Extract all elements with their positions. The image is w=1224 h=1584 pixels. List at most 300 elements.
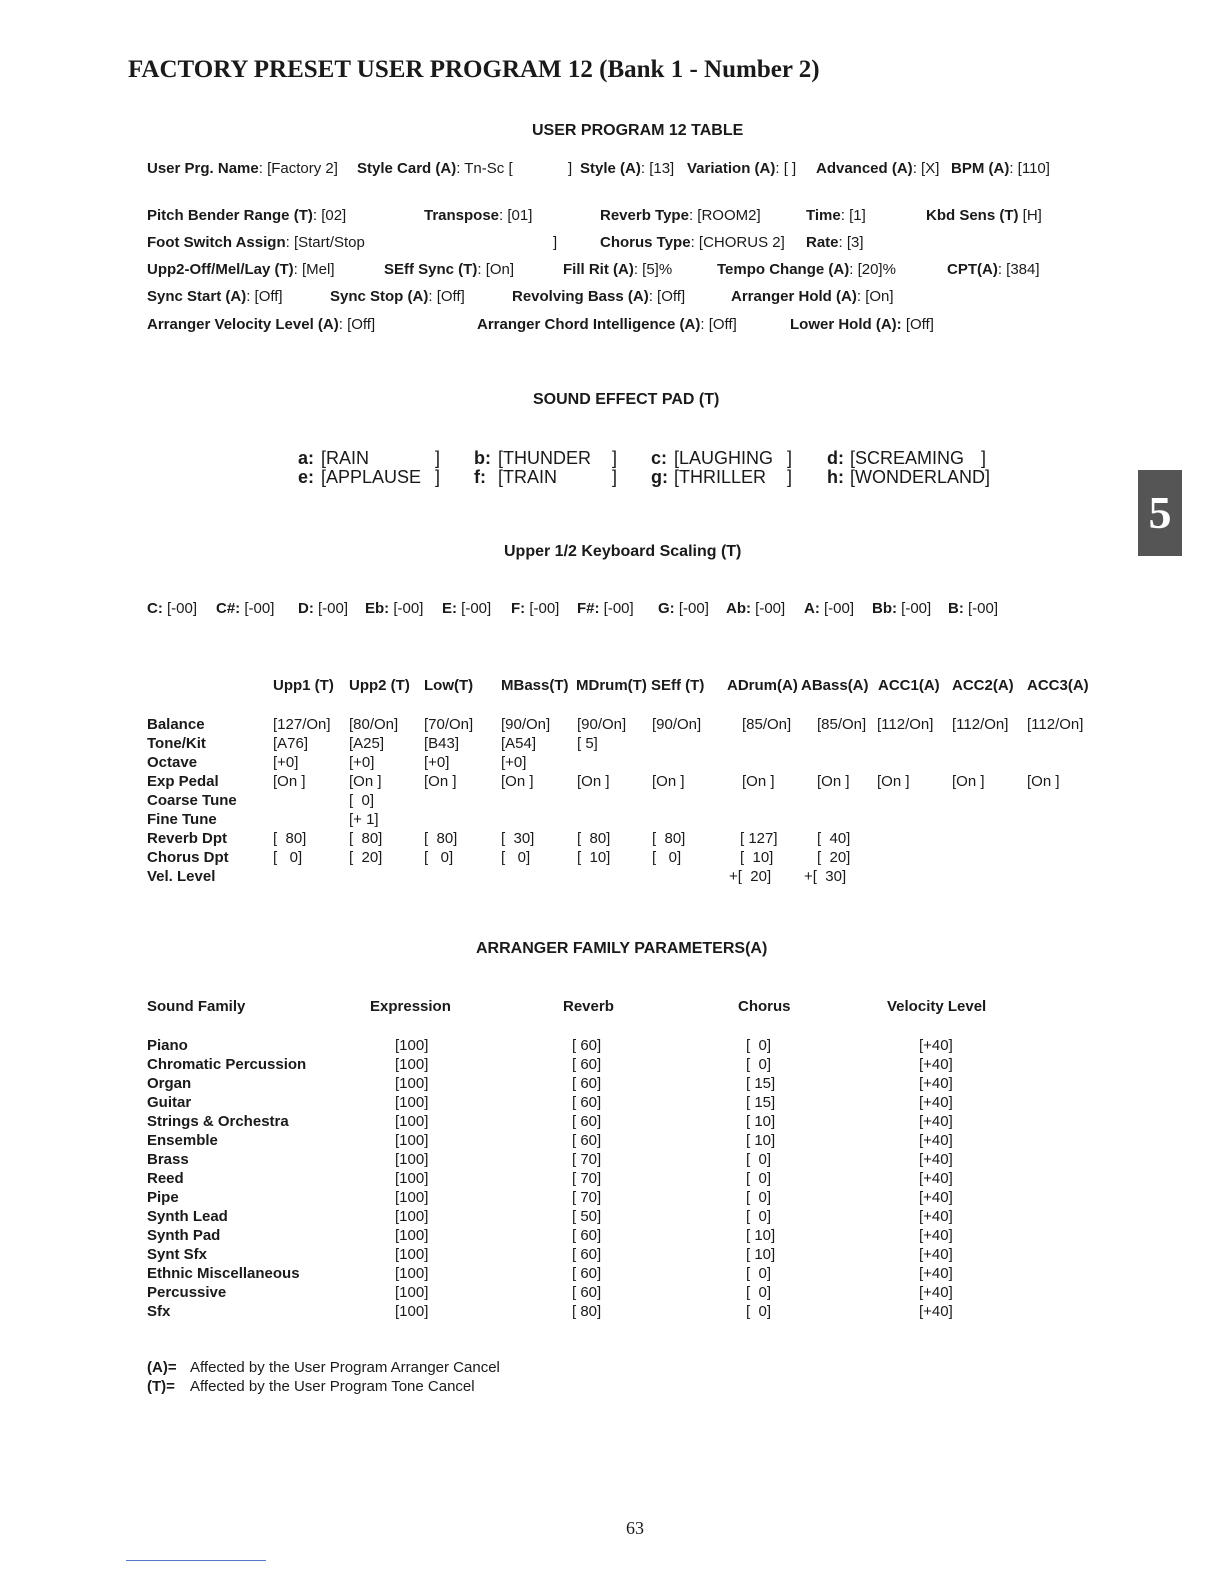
- family-reverb: [ 50]: [572, 1208, 602, 1225]
- header-param: [553, 234, 557, 251]
- header-param: [687, 160, 796, 177]
- family-expression: [100]: [395, 1094, 429, 1111]
- header-param-label: Upp2-Off/Mel/Lay (T): [147, 261, 294, 278]
- header-param-sep: :: [633, 261, 643, 278]
- scaling-note-value: [-00]: [167, 600, 198, 617]
- header-param-value: [Off]: [657, 288, 686, 305]
- parts-cell: [On ]: [742, 773, 775, 790]
- parts-cell: [ 10]: [577, 849, 611, 866]
- header-param-label: Advanced (A): [816, 160, 913, 177]
- family-column-header: Sound Family: [147, 998, 246, 1015]
- scaling-note-name: F#:: [577, 600, 604, 617]
- parts-cell: [On ]: [652, 773, 685, 790]
- family-chorus: [ 0]: [746, 1265, 772, 1282]
- header-param-value: [Start/Stop: [293, 234, 365, 251]
- header-param: [790, 316, 934, 333]
- header-param: [600, 207, 761, 224]
- parts-cell: +[ 20]: [729, 868, 772, 885]
- header-param-sep: :: [849, 261, 858, 278]
- header-param-label: Foot Switch Assign: [147, 234, 286, 251]
- header-param-value: ]: [568, 160, 573, 177]
- parts-column-header: ACC1(A): [878, 677, 940, 694]
- header-param-label: Chorus Type: [600, 234, 691, 251]
- scaling-note-name: G:: [658, 600, 679, 617]
- header-param-label: Time: [806, 207, 841, 224]
- family-expression: [100]: [395, 1170, 429, 1187]
- family-expression: [100]: [395, 1056, 429, 1073]
- header-param-sep: :: [285, 234, 294, 251]
- page-title: FACTORY PRESET USER PROGRAM 12 (Bank 1 - Number 2): [128, 56, 820, 83]
- parts-row-label: Tone/Kit: [147, 735, 206, 752]
- parts-cell: [A25]: [349, 735, 385, 752]
- family-velocity: [+40]: [919, 1265, 953, 1282]
- header-param: [947, 261, 1040, 278]
- parts-cell: [+0]: [501, 754, 527, 771]
- scaling-note: [442, 600, 491, 617]
- scaling-note-name: F:: [511, 600, 530, 617]
- family-velocity: [+40]: [919, 1094, 953, 1111]
- family-name: Chromatic Percussion: [147, 1056, 307, 1073]
- parts-cell: [A54]: [501, 735, 537, 752]
- header-param-value: [Off]: [254, 288, 283, 305]
- pad-key: h:: [827, 467, 844, 487]
- family-velocity: [+40]: [919, 1303, 953, 1320]
- scaling-note: [658, 600, 709, 617]
- parts-cell: [+0]: [273, 754, 299, 771]
- header-param-value: [20]%: [857, 261, 896, 278]
- scaling-note-name: C:: [147, 600, 167, 617]
- scaling-note-name: Eb:: [365, 600, 394, 617]
- family-reverb: [ 60]: [572, 1132, 602, 1149]
- family-name: Brass: [147, 1151, 189, 1168]
- parts-row-label: Exp Pedal: [147, 773, 219, 790]
- header-param: [147, 234, 365, 251]
- family-velocity: [+40]: [919, 1189, 953, 1206]
- scaling-note: [147, 600, 197, 617]
- parts-row-label: Coarse Tune: [147, 792, 237, 809]
- parts-cell: [On ]: [952, 773, 985, 790]
- family-reverb: [ 60]: [572, 1284, 602, 1301]
- scaling-note: [216, 600, 274, 617]
- header-param-sep: :: [312, 207, 322, 224]
- header-param-value: [Factory 2]: [267, 160, 338, 177]
- scaling-note-value: [-00]: [755, 600, 786, 617]
- sound-effect-pad-title: SOUND EFFECT PAD (T): [533, 391, 720, 408]
- family-reverb: [ 60]: [572, 1094, 602, 1111]
- family-chorus: [ 0]: [746, 1056, 772, 1073]
- parts-cell: [ 5]: [577, 735, 598, 752]
- parts-column-header: MBass(T): [501, 677, 569, 694]
- header-param-sep: :: [477, 261, 486, 278]
- header-param-sep: :: [640, 160, 650, 177]
- header-param-value: [Off]: [347, 316, 376, 333]
- header-param: [147, 160, 338, 177]
- header-param-label: Arranger Chord Intelligence (A): [477, 316, 701, 333]
- parts-cell: [ 20]: [349, 849, 383, 866]
- family-expression: [100]: [395, 1132, 429, 1149]
- family-name: Strings & Orchestra: [147, 1113, 289, 1130]
- family-chorus: [ 10]: [746, 1132, 776, 1149]
- family-chorus: [ 0]: [746, 1189, 772, 1206]
- scaling-note-value: [-00]: [244, 600, 275, 617]
- legend-text: Affected by the User Program Tone Cancel: [190, 1378, 475, 1395]
- scaling-note-name: A:: [804, 600, 824, 617]
- header-param-label: Lower Hold (A):: [790, 316, 902, 333]
- parts-cell: [ 0]: [273, 849, 303, 866]
- pad-key: b:: [474, 448, 491, 468]
- header-param: [816, 160, 939, 177]
- parts-cell: [ 0]: [424, 849, 454, 866]
- parts-cell: [ 40]: [817, 830, 851, 847]
- header-param: [731, 288, 894, 305]
- family-chorus: [ 0]: [746, 1208, 772, 1225]
- family-velocity: [+40]: [919, 1246, 953, 1263]
- scaling-note: [577, 600, 634, 617]
- scaling-note-value: [-00]: [461, 600, 492, 617]
- header-param-label: Arranger Hold (A): [731, 288, 857, 305]
- family-expression: [100]: [395, 1227, 429, 1244]
- header-param: [477, 316, 737, 333]
- header-param-value: [ROOM2]: [697, 207, 761, 224]
- parts-column-header: SEff (T): [651, 677, 705, 694]
- parts-row-label: Octave: [147, 754, 198, 771]
- header-param-value: [13]: [649, 160, 675, 177]
- arranger-family-title: ARRANGER FAMILY PARAMETERS(A): [476, 940, 768, 957]
- family-name: Synth Lead: [147, 1208, 228, 1225]
- header-param-value: [02]: [321, 207, 347, 224]
- pad-close-bracket: ]: [787, 448, 793, 468]
- header-param-label: CPT(A): [947, 261, 998, 278]
- scaling-note: [804, 600, 854, 617]
- header-param: [147, 316, 375, 333]
- header-param: [806, 234, 864, 251]
- parts-column-header: ACC2(A): [952, 677, 1014, 694]
- parts-cell: [On ]: [877, 773, 910, 790]
- family-expression: [100]: [395, 1037, 429, 1054]
- family-chorus: [ 0]: [746, 1284, 772, 1301]
- family-expression: [100]: [395, 1303, 429, 1320]
- parts-cell: [ 30]: [501, 830, 535, 847]
- header-param-label: Pitch Bender Range (T): [147, 207, 313, 224]
- parts-cell: [On ]: [273, 773, 306, 790]
- header-param-sep: :: [912, 160, 922, 177]
- family-reverb: [ 70]: [572, 1189, 602, 1206]
- pad-close-bracket: ]: [612, 448, 618, 468]
- family-reverb: [ 60]: [572, 1075, 602, 1092]
- pad-key: d:: [827, 448, 844, 468]
- header-param-label: Fill Rit (A): [563, 261, 634, 278]
- section-tab: 5: [1138, 470, 1182, 556]
- parts-row-label: Fine Tune: [147, 811, 217, 828]
- family-reverb: [ 80]: [572, 1303, 602, 1320]
- family-expression: [100]: [395, 1075, 429, 1092]
- header-param-sep: :: [648, 288, 658, 305]
- parts-cell: [70/On]: [424, 716, 474, 733]
- family-chorus: [ 10]: [746, 1113, 776, 1130]
- family-name: Guitar: [147, 1094, 192, 1111]
- family-reverb: [ 70]: [572, 1170, 602, 1187]
- family-velocity: [+40]: [919, 1037, 953, 1054]
- header-param: [806, 207, 866, 224]
- header-param-sep: :: [856, 288, 866, 305]
- header-param-value: [H]: [1022, 207, 1042, 224]
- family-column-header: Chorus: [738, 998, 791, 1015]
- scaling-note-value: [-00]: [824, 600, 855, 617]
- header-param-value: ]: [553, 234, 558, 251]
- scaling-note-value: [-00]: [603, 600, 634, 617]
- header-param-label: Sync Start (A): [147, 288, 247, 305]
- family-reverb: [ 60]: [572, 1265, 602, 1282]
- header-param-sep: :: [428, 288, 437, 305]
- scaling-note-name: Bb:: [872, 600, 902, 617]
- header-param-label: BPM (A): [951, 160, 1010, 177]
- header-param-sep: :: [293, 261, 303, 278]
- pad-key: a:: [298, 448, 315, 468]
- family-name: Pipe: [147, 1189, 179, 1206]
- parts-cell: [ 10]: [740, 849, 774, 866]
- header-param: [600, 234, 785, 251]
- scaling-note-name: B:: [948, 600, 968, 617]
- parts-cell: [ 20]: [817, 849, 851, 866]
- family-velocity: [+40]: [919, 1075, 953, 1092]
- family-velocity: [+40]: [919, 1227, 953, 1244]
- parts-column-header: ABass(A): [801, 677, 869, 694]
- family-name: Synth Pad: [147, 1227, 221, 1244]
- family-reverb: [ 70]: [572, 1151, 602, 1168]
- scaling-note-value: [-00]: [678, 600, 709, 617]
- scaling-note: [365, 600, 423, 617]
- parts-cell: [90/On]: [501, 716, 551, 733]
- family-velocity: [+40]: [919, 1056, 953, 1073]
- header-param-value: [Off]: [436, 288, 465, 305]
- header-param-value: [3]: [846, 234, 864, 251]
- pad-close-bracket: ]: [981, 448, 987, 468]
- scaling-note: [948, 600, 998, 617]
- family-name: Piano: [147, 1037, 188, 1054]
- parts-cell: [A76]: [273, 735, 309, 752]
- family-expression: [100]: [395, 1246, 429, 1263]
- pad-value: [SCREAMING: [850, 448, 965, 468]
- parts-cell: [+0]: [349, 754, 375, 771]
- header-param-sep: :: [838, 234, 847, 251]
- parts-cell: [112/On]: [952, 716, 1009, 733]
- parts-cell: [B43]: [424, 735, 460, 752]
- scaling-note-value: [-00]: [393, 600, 424, 617]
- family-name: Sfx: [147, 1303, 171, 1320]
- family-velocity: [+40]: [919, 1132, 953, 1149]
- legend-key: (T)=: [147, 1378, 175, 1395]
- family-name: Percussive: [147, 1284, 227, 1301]
- header-param-value: [ ]: [783, 160, 797, 177]
- pad-value: [WONDERLAND]: [850, 467, 991, 487]
- header-param: [147, 261, 335, 278]
- keyboard-scaling-title: Upper 1/2 Keyboard Scaling (T): [504, 543, 742, 560]
- family-chorus: [ 15]: [746, 1094, 776, 1111]
- family-expression: [100]: [395, 1113, 429, 1130]
- pad-close-bracket: ]: [612, 467, 618, 487]
- family-name: Reed: [147, 1170, 184, 1187]
- scaling-note-name: E:: [442, 600, 462, 617]
- header-param-value: [CHORUS 2]: [698, 234, 785, 251]
- scaling-note-value: [-00]: [968, 600, 999, 617]
- pad-value: [TRAIN: [498, 467, 558, 487]
- pad-key: e:: [298, 467, 315, 487]
- header-param: [951, 160, 1050, 177]
- parts-cell: [85/On]: [817, 716, 867, 733]
- header-param-sep: :: [246, 288, 255, 305]
- parts-cell: [112/On]: [877, 716, 934, 733]
- parts-row-label: Chorus Dpt: [147, 849, 229, 866]
- pad-close-bracket: ]: [435, 467, 441, 487]
- header-param: [717, 261, 896, 278]
- header-param-sep: :: [499, 207, 508, 224]
- scaling-note-value: [-00]: [901, 600, 932, 617]
- header-param-sep: :: [688, 207, 698, 224]
- family-name: Ensemble: [147, 1132, 218, 1149]
- family-velocity: [+40]: [919, 1170, 953, 1187]
- pad-value: [RAIN: [321, 448, 370, 468]
- header-param-label: Rate: [806, 234, 839, 251]
- header-param-value: [On]: [485, 261, 515, 278]
- family-expression: [100]: [395, 1265, 429, 1282]
- pad-value: [LAUGHING: [674, 448, 774, 468]
- parts-column-header: Upp1 (T): [273, 677, 334, 694]
- scaling-note: [726, 600, 785, 617]
- family-velocity: [+40]: [919, 1208, 953, 1225]
- family-velocity: [+40]: [919, 1284, 953, 1301]
- header-param: [580, 160, 674, 177]
- parts-cell: [90/On]: [577, 716, 627, 733]
- scaling-note: [511, 600, 559, 617]
- family-chorus: [ 10]: [746, 1246, 776, 1263]
- parts-cell: [ 80]: [424, 830, 458, 847]
- pad-value: [APPLAUSE: [321, 467, 422, 487]
- header-param-sep: :: [775, 160, 784, 177]
- parts-column-header: Low(T): [424, 677, 474, 694]
- header-param-sep: :: [690, 234, 699, 251]
- family-name: Ethnic Miscellaneous: [147, 1265, 300, 1282]
- parts-column-header: ACC3(A): [1027, 677, 1089, 694]
- header-param: [926, 207, 1042, 224]
- family-expression: [100]: [395, 1284, 429, 1301]
- header-param: [357, 160, 513, 177]
- scaling-note-name: C#:: [216, 600, 245, 617]
- parts-cell: [On ]: [349, 773, 382, 790]
- header-param-value: [Mel]: [302, 261, 335, 278]
- parts-cell: [ 80]: [349, 830, 383, 847]
- header-param-label: Variation (A): [687, 160, 776, 177]
- header-param: [147, 207, 346, 224]
- parts-cell: [ 127]: [740, 830, 778, 847]
- parts-cell: [ 80]: [273, 830, 307, 847]
- family-chorus: [ 0]: [746, 1303, 772, 1320]
- header-param-label: Style (A): [580, 160, 641, 177]
- pad-key: f:: [474, 467, 486, 487]
- pad-key: g:: [651, 467, 668, 487]
- header-param-sep: :: [840, 207, 850, 224]
- table-title: USER PROGRAM 12 TABLE: [532, 122, 744, 139]
- family-expression: [100]: [395, 1151, 429, 1168]
- family-chorus: [ 0]: [746, 1037, 772, 1054]
- parts-cell: [85/On]: [742, 716, 792, 733]
- header-param-sep: :: [258, 160, 268, 177]
- header-param-value: [384]: [1006, 261, 1040, 278]
- header-param-value: [X]: [921, 160, 940, 177]
- parts-cell: [112/On]: [1027, 716, 1084, 733]
- header-param: [512, 288, 685, 305]
- header-param-label: Reverb Type: [600, 207, 689, 224]
- header-param-label: Transpose: [424, 207, 500, 224]
- family-reverb: [ 60]: [572, 1246, 602, 1263]
- parts-row-label: Balance: [147, 716, 205, 733]
- header-param-sep: :: [700, 316, 709, 333]
- header-param-label: SEff Sync (T): [384, 261, 478, 278]
- legend-key: (A)=: [147, 1359, 177, 1376]
- family-chorus: [ 0]: [746, 1151, 772, 1168]
- header-param-value: [Off]: [708, 316, 737, 333]
- parts-cell: [127/On]: [273, 716, 331, 733]
- family-reverb: [ 60]: [572, 1227, 602, 1244]
- scaling-note-value: [-00]: [529, 600, 560, 617]
- pad-value: [THRILLER: [674, 467, 767, 487]
- page-number: 63: [626, 1518, 644, 1538]
- parts-cell: [90/On]: [652, 716, 702, 733]
- header-param: [147, 288, 283, 305]
- header-param-sep: :: [456, 160, 465, 177]
- header-param-value: [1]: [849, 207, 866, 224]
- parts-cell: [On ]: [501, 773, 534, 790]
- family-velocity: [+40]: [919, 1113, 953, 1130]
- header-param-sep: :: [1009, 160, 1018, 177]
- pad-value: [THUNDER: [498, 448, 591, 468]
- legend-text: Affected by the User Program Arranger Cancel: [190, 1359, 500, 1376]
- header-param-label: User Prg. Name: [147, 160, 259, 177]
- header-param-value: Tn-Sc [: [464, 160, 513, 177]
- parts-cell: [ 0]: [349, 792, 375, 809]
- parts-column-header: MDrum(T): [576, 677, 647, 694]
- parts-column-header: ADrum(A): [727, 677, 798, 694]
- header-param-value: [01]: [507, 207, 533, 224]
- scaling-note: [872, 600, 931, 617]
- parts-cell: [On ]: [577, 773, 610, 790]
- header-param-label: Sync Stop (A): [330, 288, 429, 305]
- header-param-label: Style Card (A): [357, 160, 457, 177]
- header-param-label: Revolving Bass (A): [512, 288, 649, 305]
- parts-cell: [+0]: [424, 754, 450, 771]
- header-param-label: Tempo Change (A): [717, 261, 850, 278]
- header-param-sep: :: [338, 316, 348, 333]
- family-column-header: Velocity Level: [887, 998, 987, 1015]
- header-param: [568, 160, 572, 177]
- family-column-header: Reverb: [563, 998, 614, 1015]
- header-param: [384, 261, 514, 278]
- scaling-note: [298, 600, 348, 617]
- parts-cell: [On ]: [1027, 773, 1060, 790]
- parts-row-label: Vel. Level: [147, 868, 216, 885]
- header-param-value: [Off]: [905, 316, 934, 333]
- header-param: [563, 261, 672, 278]
- family-reverb: [ 60]: [572, 1113, 602, 1130]
- parts-cell: [+ 1]: [349, 811, 379, 828]
- header-param-label: Arranger Velocity Level (A): [147, 316, 339, 333]
- header-param: [330, 288, 465, 305]
- parts-cell: [ 0]: [501, 849, 531, 866]
- header-param-label: Kbd Sens (T): [926, 207, 1019, 224]
- parts-cell: [ 80]: [577, 830, 611, 847]
- parts-cell: [On ]: [817, 773, 850, 790]
- parts-cell: [ 0]: [652, 849, 682, 866]
- parts-cell: +[ 30]: [804, 868, 847, 885]
